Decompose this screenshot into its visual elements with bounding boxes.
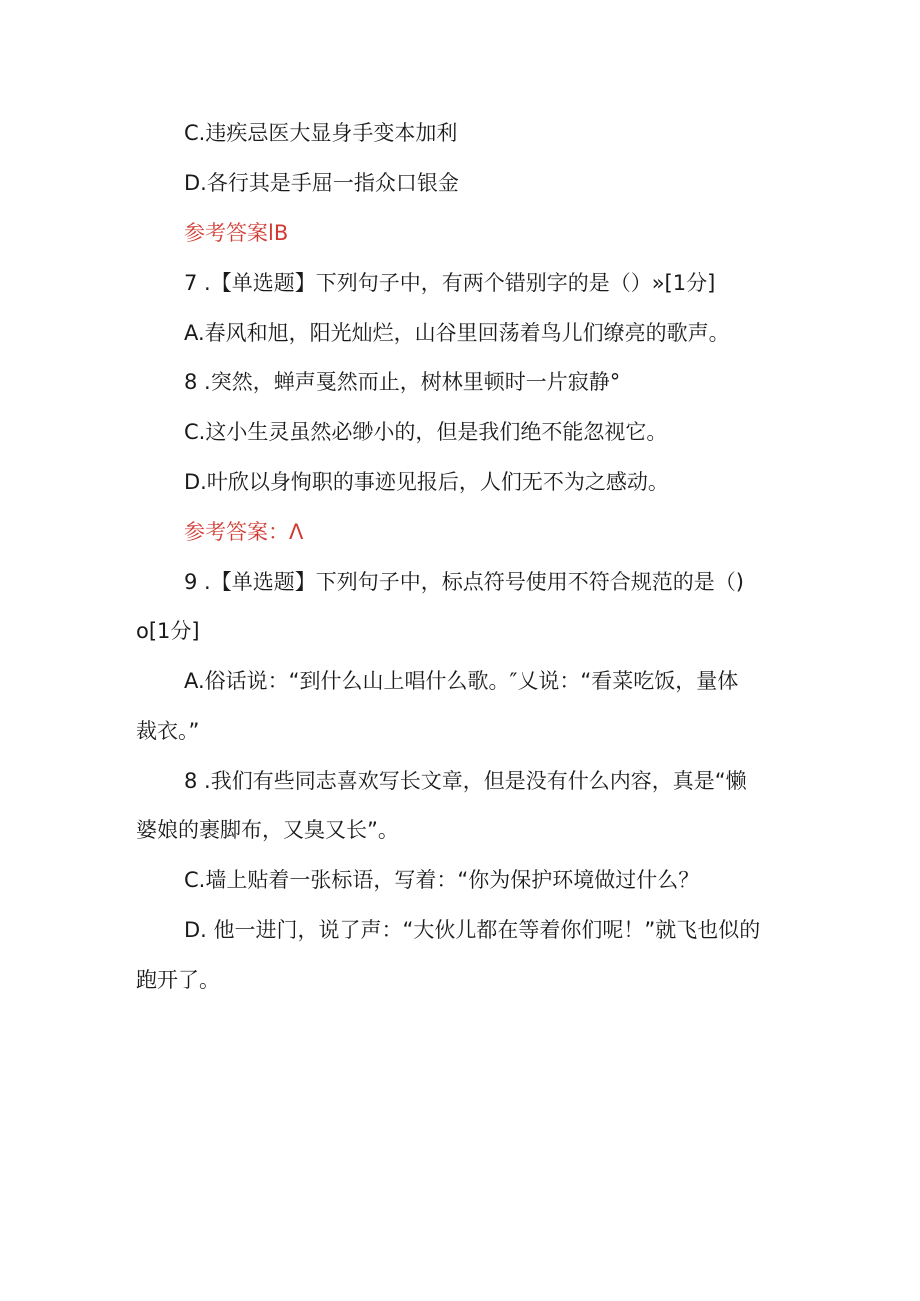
q9-option-a-line2: 裁衣。”	[136, 719, 200, 743]
q6-option-c: C.违疾忌医大显身手变本加利	[184, 121, 458, 145]
q7-stem: 7 .【单选题】下列句子中，有两个错别字的是（）»[1分]	[184, 271, 716, 295]
q6-option-d: D.各行其是手屈一指众口银金	[184, 171, 459, 195]
q9-option-b-line2: 婆娘的裹脚布，又臭又长”。	[136, 818, 399, 842]
q9-option-d-line2: 跑开了。	[136, 968, 220, 992]
q7-option-d: D.叶欣以身恂职的事迹见报后，人们无不为之感动。	[184, 470, 669, 494]
q7-answer: 参考答案：Λ	[184, 520, 304, 544]
q9-option-d-line1: D. 他一进门，说了声：“大伙儿都在等着你们呢！”就飞也似的	[184, 918, 761, 942]
q9-option-c: C.墙上贴着一张标语，写着：“你为保护环境做过什么？	[184, 868, 700, 892]
q7-option-a: A.春风和旭，阳光灿烂，山谷里回荡着鸟儿们缭亮的歌声。	[184, 321, 730, 345]
q7-option-b: 8 .突然，蝉声戛然而止，树林里顿时一片寂静°	[184, 370, 621, 394]
q9-option-a-line1: A.俗话说：“到什么山上唱什么歌。″乂说：“看菜吃饭，量体	[184, 669, 739, 693]
q9-option-b-line1: 8 .我们有些同志喜欢写长文章，但是没有什么内容，真是“懒	[184, 769, 747, 793]
q7-option-c: C.这小生灵虽然必缈小的，但是我们绝不能忽视它。	[184, 420, 668, 444]
q6-answer: 参考答案lB	[184, 221, 289, 245]
q9-stem-line2: o[1分]	[136, 619, 200, 643]
q9-stem-line1: 9 .【单选题】下列句子中，标点符号使用不符合规范的是（)	[184, 570, 744, 594]
